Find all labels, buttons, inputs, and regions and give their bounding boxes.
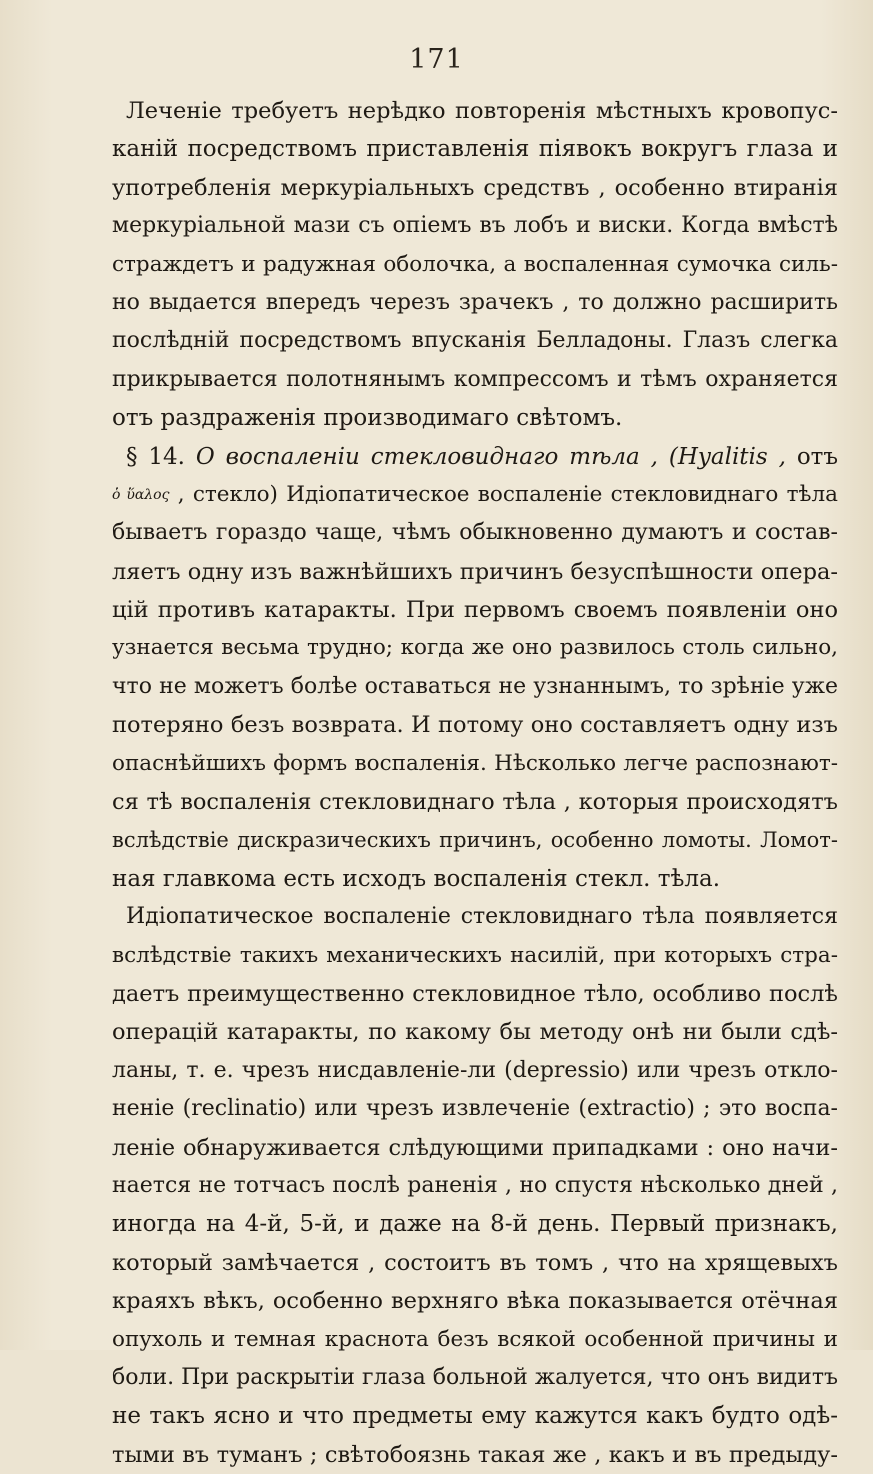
text-line: меркуріальной мази съ опіемъ въ лобъ и виски. Когда вмѣстѣ xyxy=(112,213,838,239)
text-line: узнается весьма трудно; когда же оно развилось столь сильно, xyxy=(112,635,838,661)
section-heading-line xyxy=(112,438,838,476)
section-latin-term: (Hyalitis , xyxy=(668,443,786,470)
text-line: послѣдній посредствомъ впусканія Белладоны. Глазъ слегка xyxy=(112,328,838,354)
paragraph-treatment xyxy=(112,92,838,438)
page-body xyxy=(112,92,838,1474)
text-line: вслѣдствіе дискразическихъ причинъ, особенно ломоты. Ломот- xyxy=(112,828,838,853)
page-number: 171 xyxy=(409,44,464,75)
text-line: ляетъ одну изъ важнѣйшихъ причинъ безуспѣшности опера- xyxy=(112,558,838,585)
section-title: О воспаленіи стекловиднаго тѣла , xyxy=(195,443,658,470)
text-line: неніе (reclinatio) или чрезъ извлеченіе (extractio) ; это воспа- xyxy=(112,1096,838,1122)
greek-term: ὁ ὕαλος xyxy=(112,486,170,503)
section-first-line-text: Идіопатическое воспаленіе стекловиднаго тѣла xyxy=(286,481,838,507)
text-line: опаснѣйшихъ формъ воспаленія. Нѣсколько легче распознают- xyxy=(112,750,838,776)
section-from-word: отъ xyxy=(796,443,838,470)
text-line: что не можетъ болѣе оставаться не узнаннымъ, то зрѣніе уже xyxy=(112,673,838,699)
text-line: тыми въ туманъ ; свѣтобоязнь такая же , какъ и въ предыду- xyxy=(112,1441,838,1468)
text-line: вслѣдствіе такихъ механическихъ насилій, при которыхъ стра- xyxy=(112,942,838,968)
text-line: Идіопатическое воспаленіе стекловиднаго тѣла появляется xyxy=(126,904,838,930)
text-line: употребленія меркуріальныхъ средствъ , особенно втиранія xyxy=(112,174,838,201)
section-14 xyxy=(112,438,838,899)
text-line: но выдается впередъ черезъ зрачекъ , то должно расширить xyxy=(112,289,838,315)
text-line: ланы, т. е. чрезъ нисдавленіе-ли (depressio) или чрезъ откло- xyxy=(112,1057,838,1083)
text-line: цій противъ катаракты. При первомъ своемъ появленіи оно xyxy=(112,597,838,624)
section-mark: § 14. xyxy=(126,443,185,470)
text-line: страждетъ и радужная оболочка, а воспаленная сумочка силь- xyxy=(112,251,838,277)
text-line: операцій катаракты, по какому бы методу онѣ ни были сдѣ- xyxy=(112,1019,838,1046)
text-line: ная главкома есть исходъ воспаленія стекл. тѣла. xyxy=(112,865,721,892)
text-line: прикрывается полотнянымъ компрессомъ и тѣмъ охраняется xyxy=(112,366,838,392)
text-line: не такъ ясно и что предметы ему кажутся какъ будто одѣ- xyxy=(112,1403,838,1430)
section-first-line xyxy=(112,476,838,514)
text-line: бываетъ гораздо чаще, чѣмъ обыкновенно думаютъ и состав- xyxy=(112,520,838,546)
text-line: ся тѣ воспаленія стекловиднаго тѣла , которыя происходятъ xyxy=(112,789,838,816)
text-line: иногда на 4-й, 5-й, и даже на 8-й день. Первый признакъ, xyxy=(112,1211,838,1238)
text-line: даетъ преимущественно стекловидное тѣло, особливо послѣ xyxy=(112,980,838,1007)
text-line: отъ раздраженія производимаго свѣтомъ. xyxy=(112,405,623,432)
text-line: Леченіе требуетъ нерѣдко повторенія мѣстныхъ кровопус- xyxy=(126,98,838,124)
text-line: нается не тотчасъ послѣ раненія , но спустя нѣсколько дней , xyxy=(112,1172,838,1198)
text-line: потеряно безъ возврата. И потому оно составляетъ одну изъ xyxy=(112,712,838,739)
text-line: боли. При раскрытіи глаза больной жалуется, что онъ видитъ xyxy=(112,1364,838,1390)
text-line: который замѣчается , состоитъ въ томъ , что на хрящевыхъ xyxy=(112,1249,838,1276)
text-line: опухоль и темная краснота безъ всякой особенной причины и xyxy=(112,1326,838,1352)
text-line: краяхъ вѣкъ, особенно верхняго вѣка показывается отёчная xyxy=(112,1288,838,1315)
paragraph-idiopathic xyxy=(112,898,838,1474)
text-line: каній посредствомъ приставленія піявокъ вокругъ глаза и xyxy=(112,136,838,163)
text-line: леніе обнаруживается слѣдующими припадками : оно начи- xyxy=(112,1134,838,1161)
greek-translation: , стекло) xyxy=(177,481,278,507)
